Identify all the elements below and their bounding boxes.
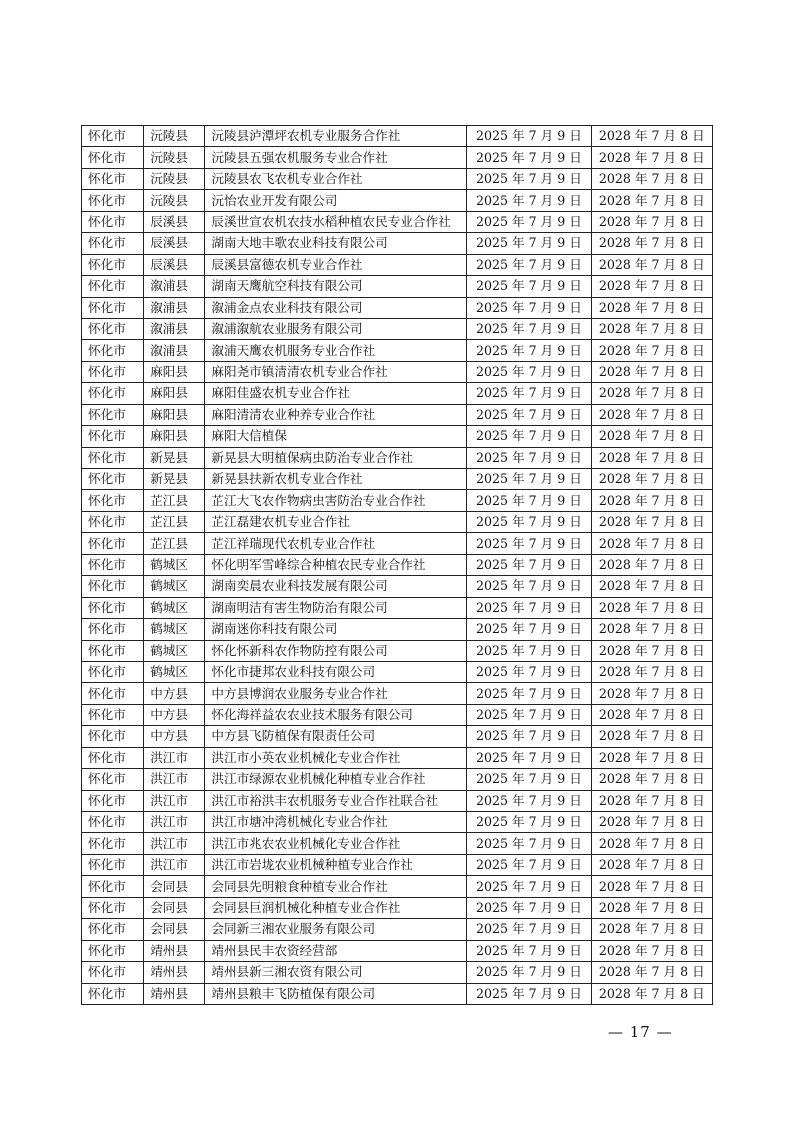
cell-city: 怀化市: [82, 190, 144, 211]
cell-organization: 麻阳清清农业种养专业合作社: [205, 404, 467, 425]
cell-county: 溆浦县: [144, 276, 205, 297]
cell-start-date: 2025 年 7 月 9 日: [467, 254, 591, 275]
cell-city: 怀化市: [82, 318, 144, 339]
cell-start-date: 2025 年 7 月 9 日: [467, 469, 591, 490]
cell-organization: 芷江祥瑞现代农机专业合作社: [205, 533, 467, 554]
cell-organization: 溆浦金点农业科技有限公司: [205, 297, 467, 318]
cell-city: 怀化市: [82, 940, 144, 961]
cell-start-date: 2025 年 7 月 9 日: [467, 812, 591, 833]
cell-county: 中方县: [144, 704, 205, 725]
cell-organization: 洪江市裕洪丰农机服务专业合作社联合社: [205, 790, 467, 811]
cell-organization: 洪江市岩垅农业机械种植专业合作社: [205, 854, 467, 875]
cell-city: 怀化市: [82, 704, 144, 725]
cell-start-date: 2025 年 7 月 9 日: [467, 190, 591, 211]
cell-start-date: 2025 年 7 月 9 日: [467, 683, 591, 704]
cell-county: 洪江市: [144, 790, 205, 811]
table-row: [82, 276, 713, 297]
cell-start-date: 2025 年 7 月 9 日: [467, 361, 591, 382]
table-row: [82, 383, 713, 404]
cell-start-date: 2025 年 7 月 9 日: [467, 747, 591, 768]
table-row: [82, 447, 713, 468]
cell-start-date: 2025 年 7 月 9 日: [467, 511, 591, 532]
cell-city: 怀化市: [82, 490, 144, 511]
cell-county: 辰溪县: [144, 211, 205, 232]
cell-county: 辰溪县: [144, 233, 205, 254]
cell-county: 辰溪县: [144, 254, 205, 275]
table-row: [82, 983, 713, 1004]
cell-county: 鹤城区: [144, 640, 205, 661]
cell-city: 怀化市: [82, 640, 144, 661]
cell-city: 怀化市: [82, 897, 144, 918]
table-row: [82, 640, 713, 661]
cell-organization: 湖南奕晨农业科技发展有限公司: [205, 576, 467, 597]
cell-city: 怀化市: [82, 790, 144, 811]
cell-end-date: 2028 年 7 月 8 日: [591, 168, 712, 189]
cell-county: 鹤城区: [144, 597, 205, 618]
cell-organization: 麻阳尧市镇清清农机专业合作社: [205, 361, 467, 382]
cell-end-date: 2028 年 7 月 8 日: [591, 554, 712, 575]
table-row: [82, 361, 713, 382]
cell-city: 怀化市: [82, 747, 144, 768]
cell-end-date: 2028 年 7 月 8 日: [591, 876, 712, 897]
cell-start-date: 2025 年 7 月 9 日: [467, 833, 591, 854]
table-row: [82, 168, 713, 189]
cell-city: 怀化市: [82, 126, 144, 147]
cell-end-date: 2028 年 7 月 8 日: [591, 769, 712, 790]
cell-end-date: 2028 年 7 月 8 日: [591, 854, 712, 875]
cell-end-date: 2028 年 7 月 8 日: [591, 533, 712, 554]
cell-end-date: 2028 年 7 月 8 日: [591, 511, 712, 532]
cell-end-date: 2028 年 7 月 8 日: [591, 340, 712, 361]
cell-end-date: 2028 年 7 月 8 日: [591, 619, 712, 640]
cell-organization: 湖南明洁有害生物防治有限公司: [205, 597, 467, 618]
cell-end-date: 2028 年 7 月 8 日: [591, 919, 712, 940]
cell-organization: 洪江市兆农农业机械化专业合作社: [205, 833, 467, 854]
cell-county: 溆浦县: [144, 297, 205, 318]
cell-county: 新晃县: [144, 469, 205, 490]
cell-start-date: 2025 年 7 月 9 日: [467, 533, 591, 554]
cell-start-date: 2025 年 7 月 9 日: [467, 318, 591, 339]
cell-city: 怀化市: [82, 597, 144, 618]
cell-start-date: 2025 年 7 月 9 日: [467, 790, 591, 811]
cell-end-date: 2028 年 7 月 8 日: [591, 254, 712, 275]
cell-end-date: 2028 年 7 月 8 日: [591, 683, 712, 704]
table-row: [82, 318, 713, 339]
cell-city: 怀化市: [82, 340, 144, 361]
cell-start-date: 2025 年 7 月 9 日: [467, 426, 591, 447]
cell-start-date: 2025 年 7 月 9 日: [467, 983, 591, 1004]
cell-city: 怀化市: [82, 404, 144, 425]
cell-organization: 沅陵县泸潭坪农机专业服务合作社: [205, 126, 467, 147]
cell-organization: 湖南迷你科技有限公司: [205, 619, 467, 640]
table-row: [82, 554, 713, 575]
cell-city: 怀化市: [82, 533, 144, 554]
cell-organization: 湖南天鹰航空科技有限公司: [205, 276, 467, 297]
table-row: [82, 126, 713, 147]
cell-organization: 怀化明军雪峰综合种植农民专业合作社: [205, 554, 467, 575]
cell-county: 洪江市: [144, 747, 205, 768]
cell-organization: 麻阳佳盛农机专业合作社: [205, 383, 467, 404]
cell-end-date: 2028 年 7 月 8 日: [591, 469, 712, 490]
cell-county: 芷江县: [144, 490, 205, 511]
cell-city: 怀化市: [82, 361, 144, 382]
cell-organization: 新晃县扶新农机专业合作社: [205, 469, 467, 490]
cell-county: 沅陵县: [144, 126, 205, 147]
cell-county: 鹤城区: [144, 661, 205, 682]
cell-organization: 洪江市塘冲湾机械化专业合作社: [205, 812, 467, 833]
table-row: [82, 726, 713, 747]
table-row: [82, 233, 713, 254]
cell-end-date: 2028 年 7 月 8 日: [591, 983, 712, 1004]
cell-start-date: 2025 年 7 月 9 日: [467, 576, 591, 597]
cell-city: 怀化市: [82, 812, 144, 833]
cell-city: 怀化市: [82, 511, 144, 532]
cell-city: 怀化市: [82, 168, 144, 189]
page-number: — 17 —: [608, 1023, 673, 1041]
table-row: [82, 919, 713, 940]
cell-end-date: 2028 年 7 月 8 日: [591, 126, 712, 147]
cell-organization: 靖州县粮丰飞防植保有限公司: [205, 983, 467, 1004]
table-row: [82, 876, 713, 897]
cell-start-date: 2025 年 7 月 9 日: [467, 597, 591, 618]
table-body: [82, 126, 713, 1005]
cell-county: 靖州县: [144, 983, 205, 1004]
cell-county: 鹤城区: [144, 554, 205, 575]
cell-start-date: 2025 年 7 月 9 日: [467, 726, 591, 747]
cell-start-date: 2025 年 7 月 9 日: [467, 619, 591, 640]
cell-organization: 会同县巨润机械化种植专业合作社: [205, 897, 467, 918]
cell-start-date: 2025 年 7 月 9 日: [467, 168, 591, 189]
cell-county: 靖州县: [144, 962, 205, 983]
cell-end-date: 2028 年 7 月 8 日: [591, 576, 712, 597]
cell-county: 溆浦县: [144, 318, 205, 339]
cell-county: 洪江市: [144, 812, 205, 833]
cell-start-date: 2025 年 7 月 9 日: [467, 233, 591, 254]
cell-organization: 沅怡农业开发有限公司: [205, 190, 467, 211]
table-row: [82, 619, 713, 640]
cell-end-date: 2028 年 7 月 8 日: [591, 147, 712, 168]
cell-city: 怀化市: [82, 683, 144, 704]
cell-city: 怀化市: [82, 147, 144, 168]
table-row: [82, 790, 713, 811]
cell-organization: 会同新三湘农业服务有限公司: [205, 919, 467, 940]
cell-city: 怀化市: [82, 426, 144, 447]
table-row: [82, 812, 713, 833]
cell-start-date: 2025 年 7 月 9 日: [467, 297, 591, 318]
cell-start-date: 2025 年 7 月 9 日: [467, 854, 591, 875]
cell-organization: 溆浦溆航农业服务有限公司: [205, 318, 467, 339]
cell-start-date: 2025 年 7 月 9 日: [467, 211, 591, 232]
cell-city: 怀化市: [82, 962, 144, 983]
cell-county: 沅陵县: [144, 147, 205, 168]
cell-organization: 怀化海祥益农农业技术服务有限公司: [205, 704, 467, 725]
cell-organization: 麻阳大信植保: [205, 426, 467, 447]
cell-organization: 芷江磊建农机专业合作社: [205, 511, 467, 532]
cell-city: 怀化市: [82, 769, 144, 790]
table-row: [82, 854, 713, 875]
cell-city: 怀化市: [82, 576, 144, 597]
cell-city: 怀化市: [82, 383, 144, 404]
cell-county: 中方县: [144, 683, 205, 704]
table-row: [82, 704, 713, 725]
cell-city: 怀化市: [82, 254, 144, 275]
table-row: [82, 597, 713, 618]
cell-county: 会同县: [144, 876, 205, 897]
cell-county: 麻阳县: [144, 361, 205, 382]
cell-start-date: 2025 年 7 月 9 日: [467, 940, 591, 961]
cell-organization: 中方县飞防植保有限责任公司: [205, 726, 467, 747]
cell-start-date: 2025 年 7 月 9 日: [467, 276, 591, 297]
cell-end-date: 2028 年 7 月 8 日: [591, 661, 712, 682]
cell-end-date: 2028 年 7 月 8 日: [591, 297, 712, 318]
cell-end-date: 2028 年 7 月 8 日: [591, 962, 712, 983]
cell-county: 洪江市: [144, 854, 205, 875]
cell-organization: 靖州县民丰农资经营部: [205, 940, 467, 961]
cell-organization: 洪江市绿源农业机械化种植专业合作社: [205, 769, 467, 790]
cell-city: 怀化市: [82, 554, 144, 575]
cell-county: 麻阳县: [144, 426, 205, 447]
table-row: [82, 940, 713, 961]
cell-end-date: 2028 年 7 月 8 日: [591, 640, 712, 661]
cell-city: 怀化市: [82, 726, 144, 747]
cell-end-date: 2028 年 7 月 8 日: [591, 447, 712, 468]
cell-city: 怀化市: [82, 983, 144, 1004]
cell-city: 怀化市: [82, 854, 144, 875]
cell-city: 怀化市: [82, 619, 144, 640]
table-row: [82, 426, 713, 447]
cell-start-date: 2025 年 7 月 9 日: [467, 769, 591, 790]
cell-organization: 溆浦天鹰农机服务专业合作社: [205, 340, 467, 361]
cell-start-date: 2025 年 7 月 9 日: [467, 490, 591, 511]
cell-end-date: 2028 年 7 月 8 日: [591, 790, 712, 811]
cell-start-date: 2025 年 7 月 9 日: [467, 640, 591, 661]
cell-organization: 芷江大飞农作物病虫害防治专业合作社: [205, 490, 467, 511]
table-row: [82, 404, 713, 425]
cell-city: 怀化市: [82, 447, 144, 468]
cell-county: 麻阳县: [144, 404, 205, 425]
cell-end-date: 2028 年 7 月 8 日: [591, 361, 712, 382]
table-row: [82, 683, 713, 704]
cell-end-date: 2028 年 7 月 8 日: [591, 897, 712, 918]
cell-organization: 湖南大地丰歌农业科技有限公司: [205, 233, 467, 254]
cell-end-date: 2028 年 7 月 8 日: [591, 747, 712, 768]
cell-organization: 会同县先明粮食种植专业合作社: [205, 876, 467, 897]
cell-city: 怀化市: [82, 211, 144, 232]
table-row: [82, 469, 713, 490]
cell-end-date: 2028 年 7 月 8 日: [591, 404, 712, 425]
cell-end-date: 2028 年 7 月 8 日: [591, 276, 712, 297]
cell-organization: 靖州县新三湘农资有限公司: [205, 962, 467, 983]
cell-county: 靖州县: [144, 940, 205, 961]
cell-city: 怀化市: [82, 276, 144, 297]
cell-start-date: 2025 年 7 月 9 日: [467, 340, 591, 361]
cell-city: 怀化市: [82, 233, 144, 254]
cell-start-date: 2025 年 7 月 9 日: [467, 147, 591, 168]
table-row: [82, 190, 713, 211]
cell-end-date: 2028 年 7 月 8 日: [591, 233, 712, 254]
cell-end-date: 2028 年 7 月 8 日: [591, 940, 712, 961]
table-row: [82, 254, 713, 275]
cell-city: 怀化市: [82, 469, 144, 490]
table-row: [82, 897, 713, 918]
table-row: [82, 833, 713, 854]
cell-start-date: 2025 年 7 月 9 日: [467, 897, 591, 918]
cell-county: 新晃县: [144, 447, 205, 468]
cell-end-date: 2028 年 7 月 8 日: [591, 190, 712, 211]
cell-county: 洪江市: [144, 833, 205, 854]
cell-organization: 洪江市小英农业机械化专业合作社: [205, 747, 467, 768]
table-row: [82, 962, 713, 983]
cell-end-date: 2028 年 7 月 8 日: [591, 318, 712, 339]
cell-organization: 沅陵县农飞农机专业合作社: [205, 168, 467, 189]
cell-county: 沅陵县: [144, 190, 205, 211]
cell-county: 洪江市: [144, 769, 205, 790]
cell-end-date: 2028 年 7 月 8 日: [591, 597, 712, 618]
cell-end-date: 2028 年 7 月 8 日: [591, 812, 712, 833]
cell-start-date: 2025 年 7 月 9 日: [467, 962, 591, 983]
table-row: [82, 490, 713, 511]
cell-start-date: 2025 年 7 月 9 日: [467, 876, 591, 897]
cell-end-date: 2028 年 7 月 8 日: [591, 704, 712, 725]
cell-city: 怀化市: [82, 833, 144, 854]
cell-end-date: 2028 年 7 月 8 日: [591, 211, 712, 232]
cell-start-date: 2025 年 7 月 9 日: [467, 126, 591, 147]
table-row: [82, 511, 713, 532]
cell-end-date: 2028 年 7 月 8 日: [591, 726, 712, 747]
cell-start-date: 2025 年 7 月 9 日: [467, 447, 591, 468]
cell-end-date: 2028 年 7 月 8 日: [591, 383, 712, 404]
cell-organization: 辰溪世宣农机农技水稻种植农民专业合作社: [205, 211, 467, 232]
cell-organization: 新晃县大明植保病虫防治专业合作社: [205, 447, 467, 468]
table-row: [82, 769, 713, 790]
cell-start-date: 2025 年 7 月 9 日: [467, 704, 591, 725]
table-row: [82, 211, 713, 232]
cell-city: 怀化市: [82, 297, 144, 318]
cell-start-date: 2025 年 7 月 9 日: [467, 554, 591, 575]
cell-organization: 怀化市捷邦农业科技有限公司: [205, 661, 467, 682]
cell-county: 中方县: [144, 726, 205, 747]
table-row: [82, 340, 713, 361]
cell-organization: 中方县博润农业服务专业合作社: [205, 683, 467, 704]
cell-county: 芷江县: [144, 511, 205, 532]
cell-start-date: 2025 年 7 月 9 日: [467, 404, 591, 425]
cell-organization: 辰溪县富德农机专业合作社: [205, 254, 467, 275]
cell-county: 麻阳县: [144, 383, 205, 404]
cell-end-date: 2028 年 7 月 8 日: [591, 426, 712, 447]
table-row: [82, 661, 713, 682]
table-row: [82, 533, 713, 554]
cell-organization: 怀化怀新科农作物防控有限公司: [205, 640, 467, 661]
cell-county: 沅陵县: [144, 168, 205, 189]
cell-county: 会同县: [144, 897, 205, 918]
cell-county: 溆浦县: [144, 340, 205, 361]
cell-end-date: 2028 年 7 月 8 日: [591, 490, 712, 511]
cell-city: 怀化市: [82, 876, 144, 897]
cell-city: 怀化市: [82, 661, 144, 682]
cell-county: 鹤城区: [144, 619, 205, 640]
cell-city: 怀化市: [82, 919, 144, 940]
cell-start-date: 2025 年 7 月 9 日: [467, 919, 591, 940]
cell-start-date: 2025 年 7 月 9 日: [467, 383, 591, 404]
table-row: [82, 747, 713, 768]
cell-county: 鹤城区: [144, 576, 205, 597]
registry-table: [81, 125, 713, 1005]
cell-organization: 沅陵县五强农机服务专业合作社: [205, 147, 467, 168]
cell-county: 芷江县: [144, 533, 205, 554]
registry-table-container: [81, 125, 713, 1005]
cell-county: 会同县: [144, 919, 205, 940]
table-row: [82, 297, 713, 318]
cell-end-date: 2028 年 7 月 8 日: [591, 833, 712, 854]
table-row: [82, 147, 713, 168]
cell-start-date: 2025 年 7 月 9 日: [467, 661, 591, 682]
table-row: [82, 576, 713, 597]
